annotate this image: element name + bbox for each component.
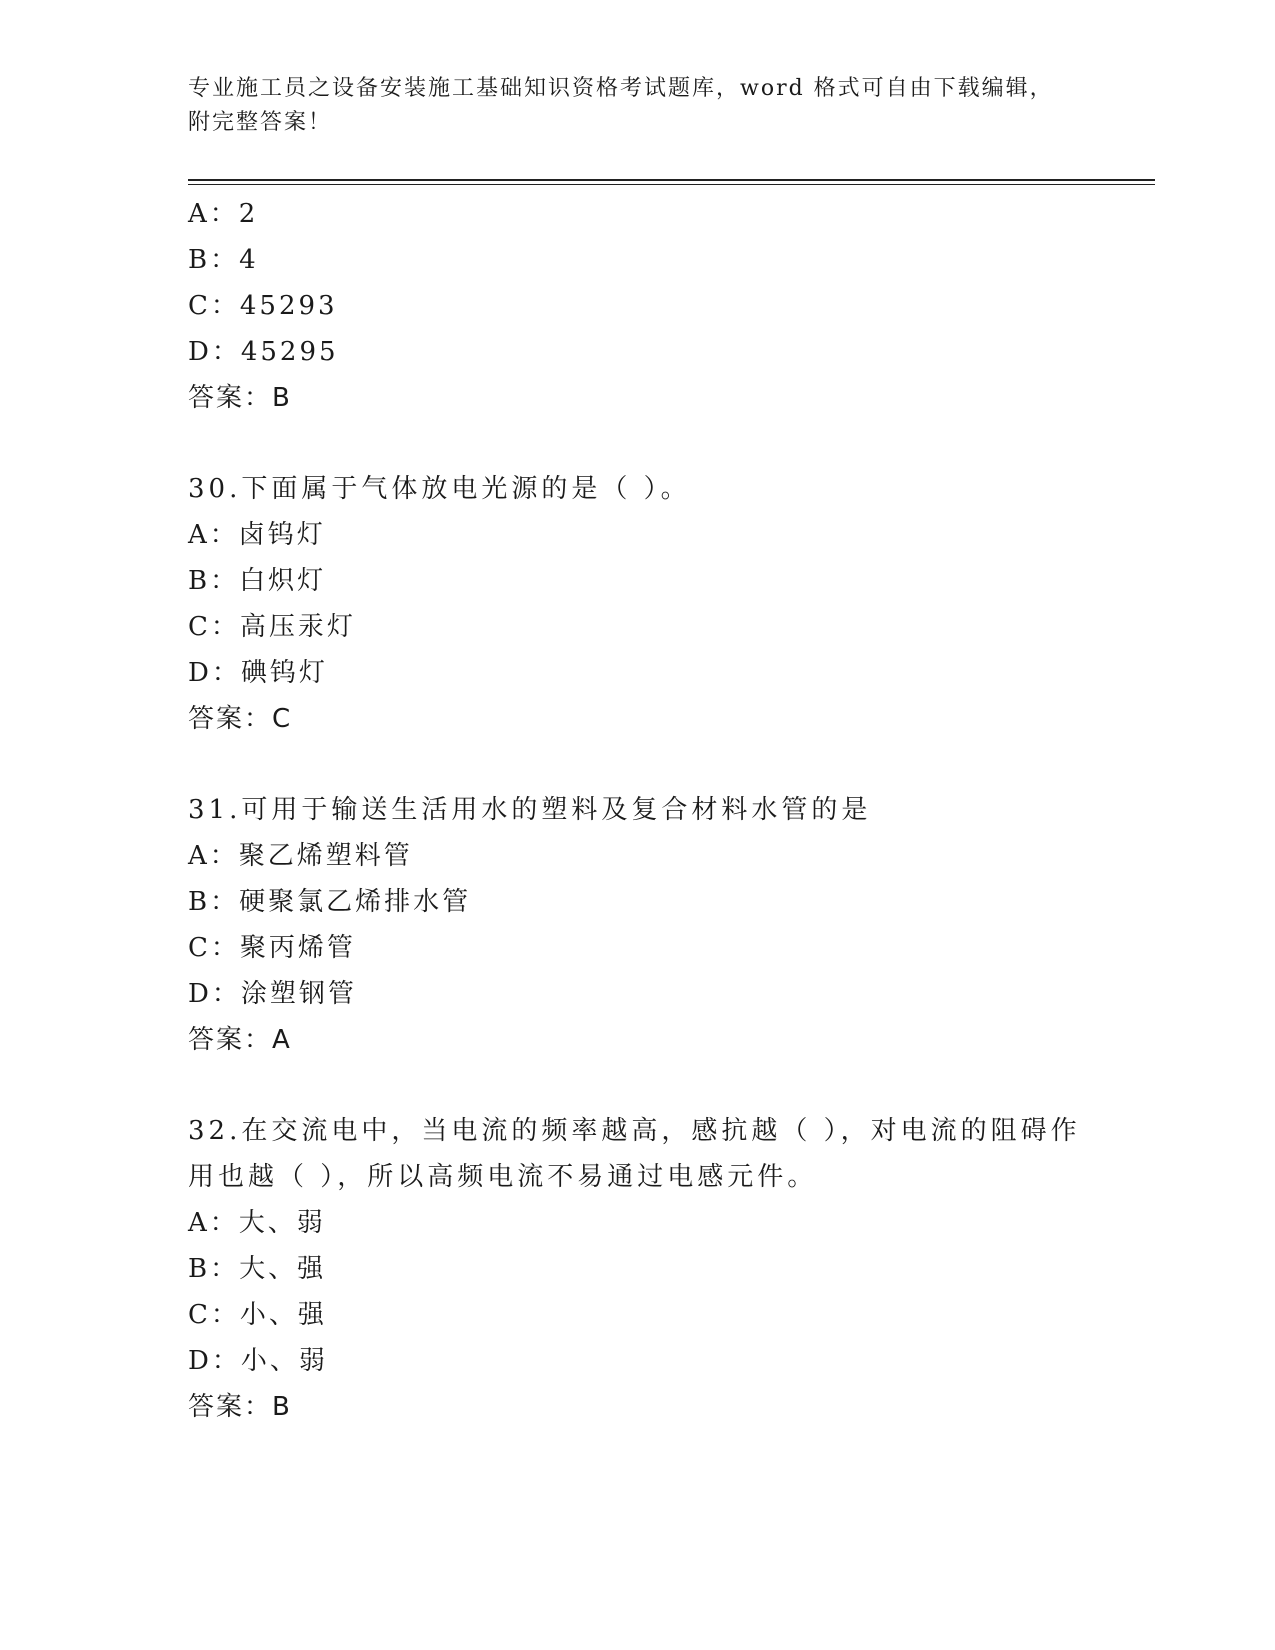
- header-line-2: 附完整答案！: [188, 110, 333, 135]
- option-a: A：聚乙烯塑料管: [188, 841, 413, 871]
- question-stem-line-1: 32.在交流电中，当电流的频率越高，感抗越（ ），对电流的阻碍作: [188, 1116, 1081, 1146]
- answer-line: 答案：B: [188, 1392, 292, 1422]
- question-content: [188, 191, 1148, 1430]
- option-d: D：碘钨灯: [188, 658, 328, 688]
- answer-line: 答案：B: [188, 383, 292, 413]
- option-b: B：白炽灯: [188, 566, 327, 596]
- question-stem: 31.可用于输送生活用水的塑料及复合材料水管的是: [188, 795, 872, 825]
- option-a: A：卤钨灯: [188, 520, 326, 550]
- option-a: A：大、弱: [188, 1208, 326, 1238]
- question-stem-line-2: 用也越（ ），所以高频电流不易通过电感元件。: [188, 1162, 818, 1192]
- header-divider-thin: [188, 184, 1155, 185]
- question-stem: 30.下面属于气体放电光源的是（ ）。: [188, 474, 691, 504]
- option-d: D：涂塑钢管: [188, 979, 357, 1009]
- option-c: C：45293: [188, 291, 338, 321]
- question-31: [188, 787, 1148, 1063]
- option-c: C：高压汞灯: [188, 612, 356, 642]
- option-d: D：45295: [188, 337, 339, 367]
- option-b: B：大、强: [188, 1254, 327, 1284]
- answer-line: 答案：C: [188, 704, 293, 734]
- option-a: A：2: [188, 199, 259, 229]
- option-b: B：4: [188, 245, 259, 275]
- question-32: [188, 1108, 1148, 1430]
- answer-line: 答案：A: [188, 1025, 292, 1055]
- option-c: C：聚丙烯管: [188, 933, 356, 963]
- option-b: B：硬聚氯乙烯排水管: [188, 887, 472, 917]
- option-d: D：小、弱: [188, 1346, 328, 1376]
- header-line-1: 专业施工员之设备安装施工基础知识资格考试题库，word 格式可自由下载编辑，: [188, 76, 1054, 101]
- question-continued: [188, 191, 1148, 421]
- option-c: C：小、强: [188, 1300, 327, 1330]
- header-divider-thick: [188, 179, 1155, 181]
- question-30: [188, 466, 1148, 742]
- document-header: [188, 72, 1088, 140]
